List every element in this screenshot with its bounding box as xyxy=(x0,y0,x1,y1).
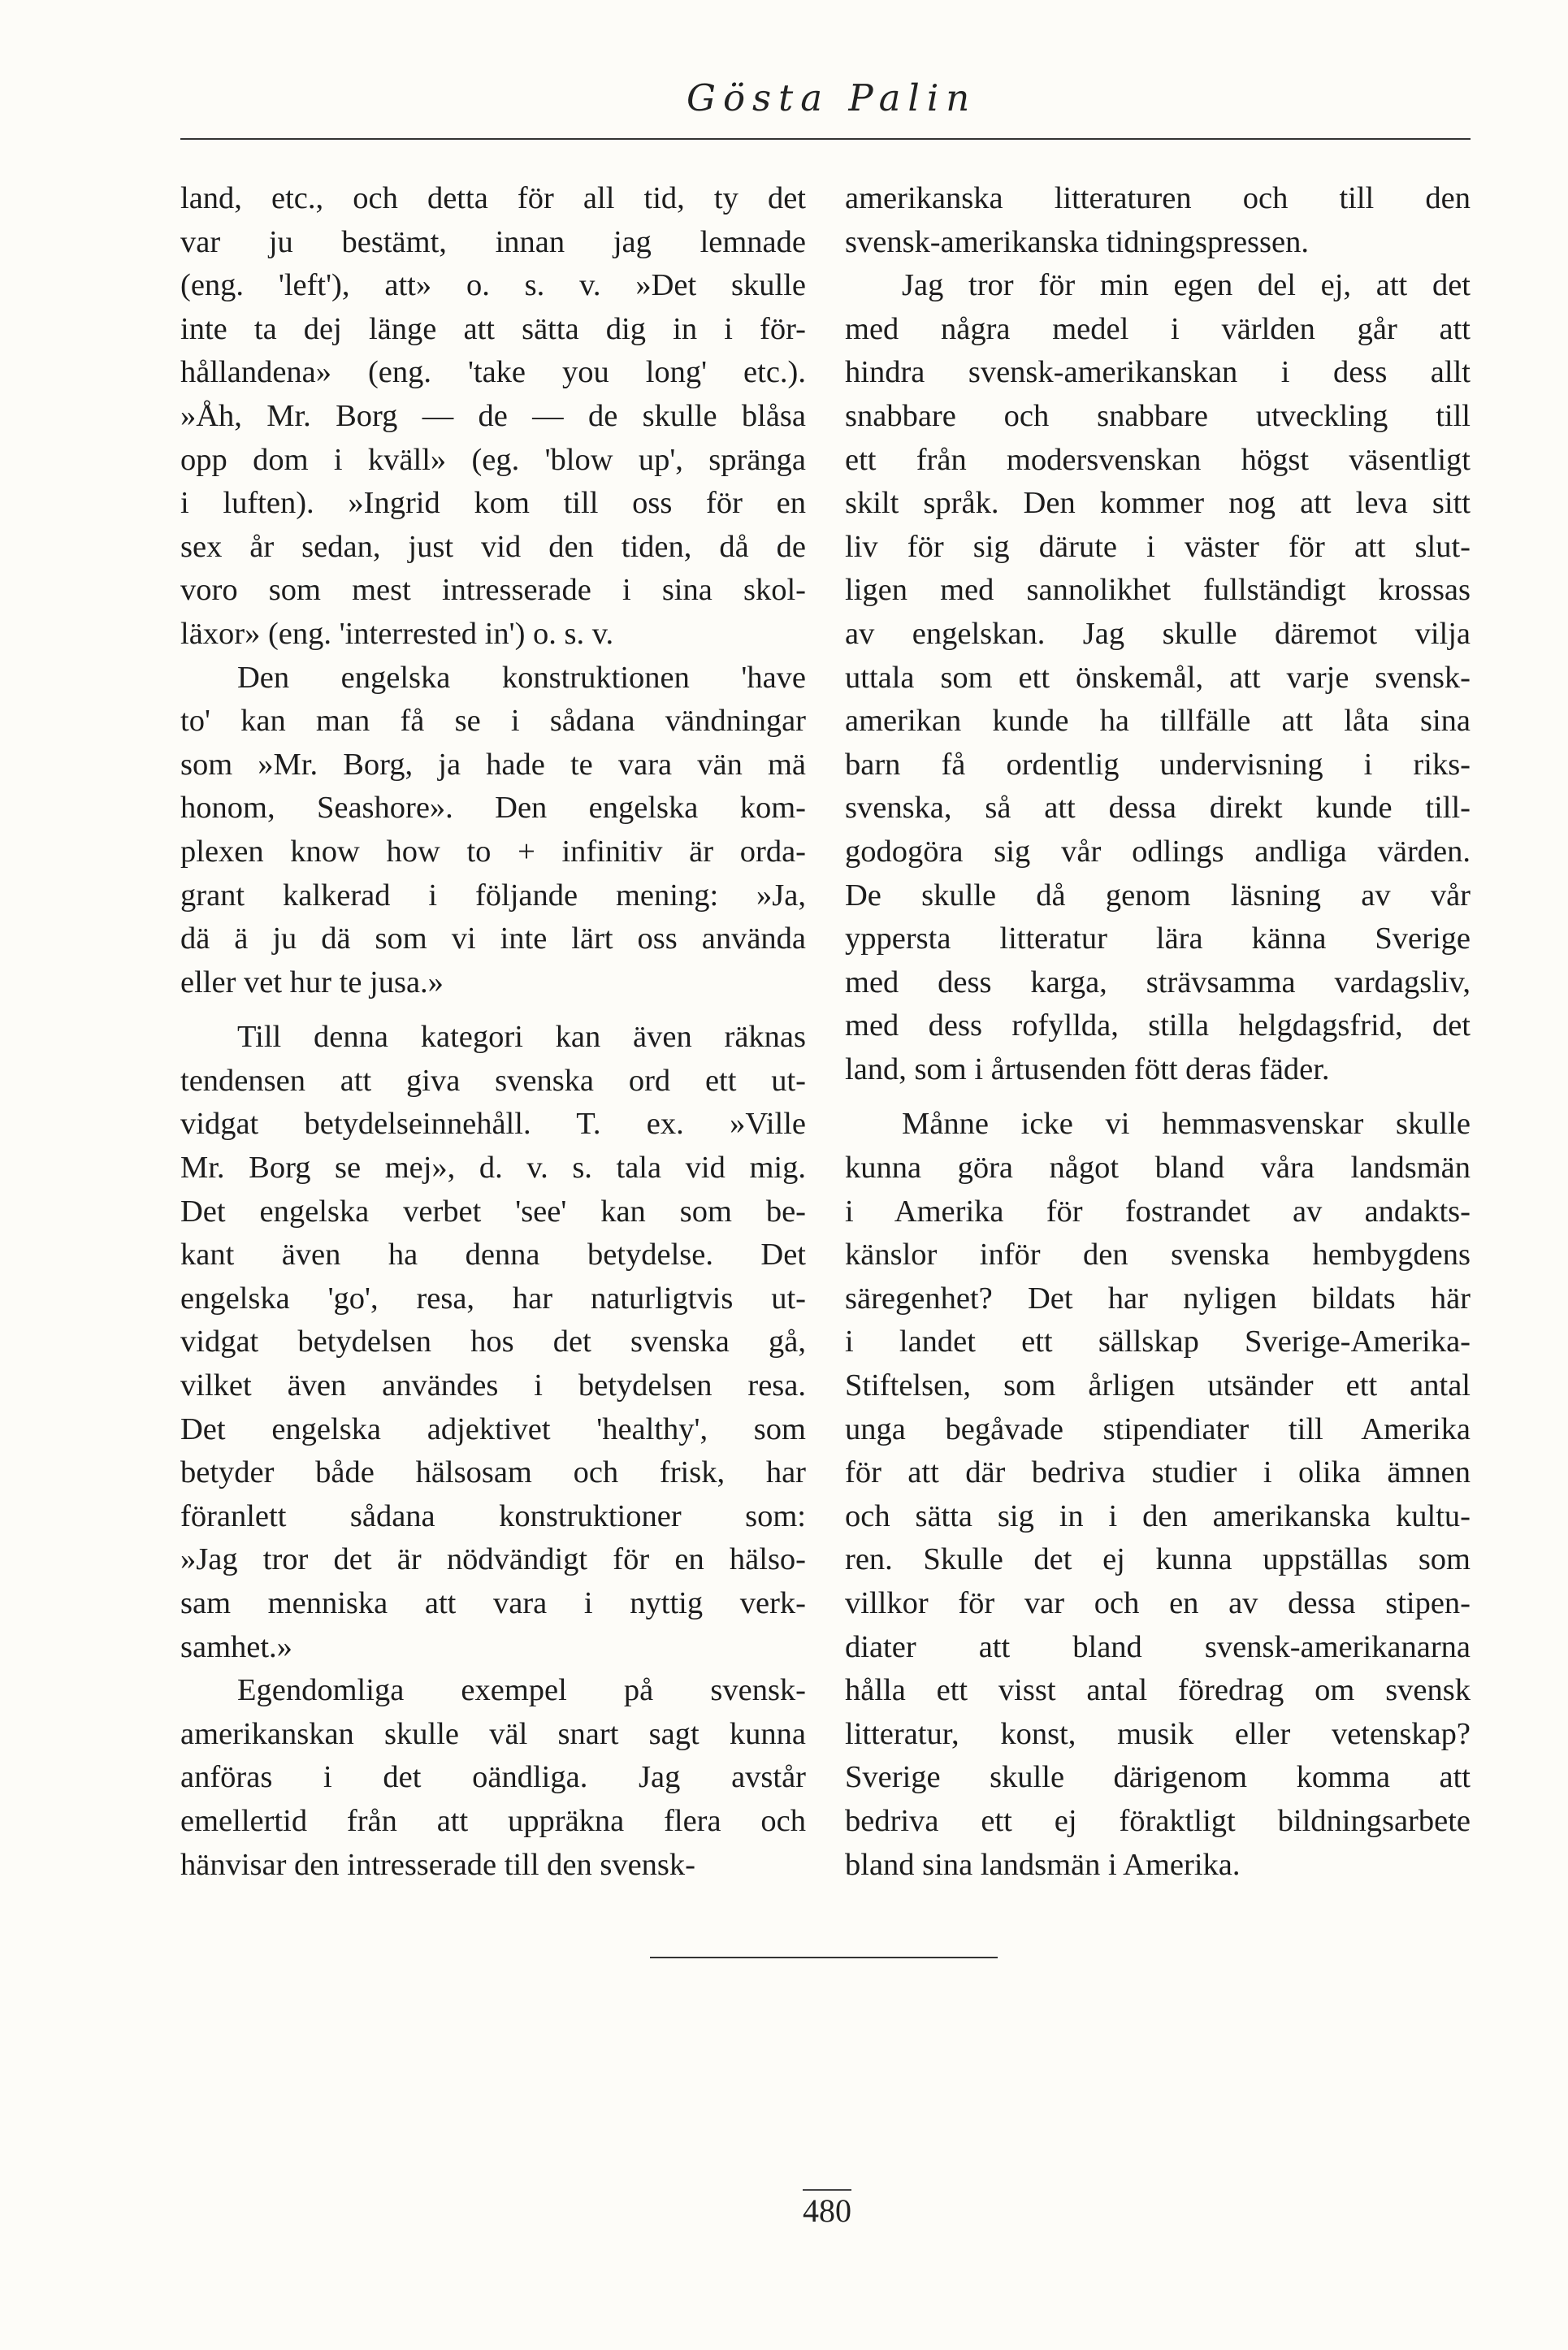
text-line: ett från modersvenskan högst väsentligt xyxy=(845,442,1471,477)
text-line: litteratur, konst, musik eller vetenskap? xyxy=(845,1716,1471,1751)
text-line: och sätta sig in i den amerikanska kultu- xyxy=(845,1498,1471,1533)
text-line: unga begåvade stipendiater till Amerika xyxy=(845,1411,1471,1446)
text-line: amerikanskan skulle väl snart sagt kunna xyxy=(180,1716,806,1751)
text-line: med dess rofyllda, stilla helgdagsfrid, det xyxy=(845,1008,1471,1043)
text-line: bland sina landsmän i Amerika. xyxy=(845,1847,1241,1882)
text-line: kant även ha denna betydelse. Det xyxy=(180,1238,806,1273)
paragraph xyxy=(845,264,1471,1091)
text-line: föranlett sådana konstruktioner som: xyxy=(180,1498,806,1533)
text-line: i Amerika för fostrandet av andakts- xyxy=(845,1194,1471,1229)
text-line: vidgat betydelseinnehåll. T. ex. »Ville xyxy=(180,1107,806,1142)
paragraph xyxy=(845,177,1471,264)
paragraph xyxy=(845,1103,1471,1887)
text-line: av engelskan. Jag skulle däremot vilja xyxy=(845,616,1471,651)
text-line: Mr. Borg se mej», d. v. s. tala vid mig. xyxy=(180,1151,806,1186)
text-line: skilt språk. Den kommer nog att leva sitt xyxy=(845,486,1471,521)
left-column xyxy=(180,177,806,1887)
paragraph xyxy=(180,1016,806,1669)
text-line: i landet ett sällskap Sverige-Amerika- xyxy=(845,1325,1471,1359)
text-line: engelska 'go', resa, har naturligtvis ut- xyxy=(180,1281,806,1316)
text-line: hålla ett visst antal föredrag om svensk xyxy=(845,1673,1471,1708)
text-line: med några medel i världen går att xyxy=(845,311,1471,346)
text-line: hållandena» (eng. 'take you long' etc.). xyxy=(180,355,806,390)
paragraph xyxy=(180,177,806,657)
text-line: känslor inför den svenska hembygdens xyxy=(845,1238,1471,1273)
text-line: diater att bland svensk-amerikanarna xyxy=(845,1629,1471,1664)
text-line: villkor för var och en av dessa stipen- xyxy=(845,1586,1471,1620)
text-line: anföras i det oändliga. Jag avstår xyxy=(180,1760,806,1795)
text-line: »Åh, Mr. Borg — de — de skulle blåsa xyxy=(180,398,806,433)
text-line: Stiftelsen, som årligen utsänder ett antal xyxy=(845,1368,1471,1403)
text-line: land, etc., och detta för all tid, ty det xyxy=(180,181,806,215)
text-line: De skulle då genom läsning av vår xyxy=(845,878,1471,913)
text-line: bedriva ett ej föraktligt bildningsarbete xyxy=(845,1803,1471,1838)
text-line: uttala som ett önskemål, att varje svensk- xyxy=(845,660,1471,695)
text-line: (eng. 'left'), att» o. s. v. »Det skulle xyxy=(180,268,806,303)
page-number-value: 480 xyxy=(803,2189,851,2230)
text-line: kunna göra något bland våra landsmän xyxy=(845,1151,1471,1186)
text-line: Till denna kategori kan även räknas xyxy=(237,1020,806,1055)
text-line: svensk-amerikanska tidningspressen. xyxy=(845,224,1309,259)
text-line: Egendomliga exempel på svensk- xyxy=(237,1673,806,1708)
text-line: inte ta dej länge att sätta dig in i för- xyxy=(180,311,806,346)
paragraph xyxy=(180,1669,806,1887)
text-line: snabbare och snabbare utveckling till xyxy=(845,398,1471,433)
text-line: tendensen att giva svenska ord ett ut- xyxy=(180,1063,806,1098)
text-line: Sverige skulle därigenom komma att xyxy=(845,1760,1471,1795)
text-line: betyder både hälsosam och frisk, har xyxy=(180,1455,806,1490)
text-line: amerikan kunde ha tillfälle att låta sina xyxy=(845,704,1471,739)
text-line: svenska, så att dessa direkt kunde till- xyxy=(845,791,1471,826)
text-line: eller vet hur te jusa.» xyxy=(180,965,444,999)
text-line: honom, Seashore». Den engelska kom- xyxy=(180,791,806,826)
text-line: Jag tror för min egen del ej, att det xyxy=(902,268,1471,303)
text-line: land, som i årtusenden fött deras fäder. xyxy=(845,1051,1330,1086)
text-line: emellertid från att uppräkna flera och xyxy=(180,1803,806,1838)
text-line: Det engelska adjektivet 'healthy', som xyxy=(180,1411,806,1446)
text-line: hindra svensk-amerikanskan i dess allt xyxy=(845,355,1471,390)
text-line: voro som mest intresserade i sina skol- xyxy=(180,573,806,608)
text-line: »Jag tror det är nödvändigt för en hälso- xyxy=(180,1542,806,1577)
text-line: var ju bestämt, innan jag lemnade xyxy=(180,224,806,259)
text-line: sex år sedan, just vid den tiden, då de xyxy=(180,529,806,564)
text-line: yppersta litteratur lära känna Sverige xyxy=(845,921,1471,956)
text-line: to' kan man få se i sådana vändningar xyxy=(180,704,806,739)
text-line: Den engelska konstruktionen 'have xyxy=(237,660,806,695)
header-rule xyxy=(180,138,1471,140)
right-column xyxy=(845,177,1471,1887)
text-line: dä ä ju dä som vi inte lärt oss använda xyxy=(180,921,806,956)
text-line: i luften). »Ingrid kom till oss för en xyxy=(180,486,806,521)
text-line: grant kalkerad i följande mening: »Ja, xyxy=(180,878,806,913)
text-line: säregenhet? Det har nyligen bildats här xyxy=(845,1281,1471,1316)
text-line: samhet.» xyxy=(180,1629,292,1664)
text-line: Det engelska verbet 'see' kan som be- xyxy=(180,1194,806,1229)
text-line: hänvisar den intresserade till den svensk- xyxy=(180,1847,695,1882)
text-line: liv för sig därute i väster för att slut- xyxy=(845,529,1471,564)
text-line: opp dom i kväll» (eg. 'blow up', spränga xyxy=(180,442,806,477)
text-line: plexen know how to + infinitiv är orda- xyxy=(180,834,806,869)
text-line: läxor» (eng. 'interrested in') o. s. v. xyxy=(180,616,614,651)
text-line: som »Mr. Borg, ja hade te vara vän mä xyxy=(180,747,806,782)
end-rule xyxy=(650,1957,998,1958)
text-line: ligen med sannolikhet fullständigt krossas xyxy=(845,573,1471,608)
text-line: vidgat betydelsen hos det svenska gå, xyxy=(180,1325,806,1359)
text-line: vilket även användes i betydelsen resa. xyxy=(180,1368,806,1403)
text-line: ren. Skulle det ej kunna uppställas som xyxy=(845,1542,1471,1577)
text-line: med dess karga, strävsamma vardagsliv, xyxy=(845,965,1471,999)
paragraph xyxy=(180,657,806,1005)
text-line: barn få ordentlig undervisning i riks- xyxy=(845,747,1471,782)
text-line: godogöra sig vår odlings andliga värden. xyxy=(845,834,1471,869)
text-line: sam menniska att vara i nyttig verk- xyxy=(180,1586,806,1620)
text-line: Månne icke vi hemmasvenskar skulle xyxy=(902,1107,1471,1142)
author-name: Gösta Palin xyxy=(687,76,977,119)
text-line: amerikanska litteraturen och till den xyxy=(845,181,1471,215)
text-line: för att där bedriva studier i olika ämnen xyxy=(845,1455,1471,1490)
